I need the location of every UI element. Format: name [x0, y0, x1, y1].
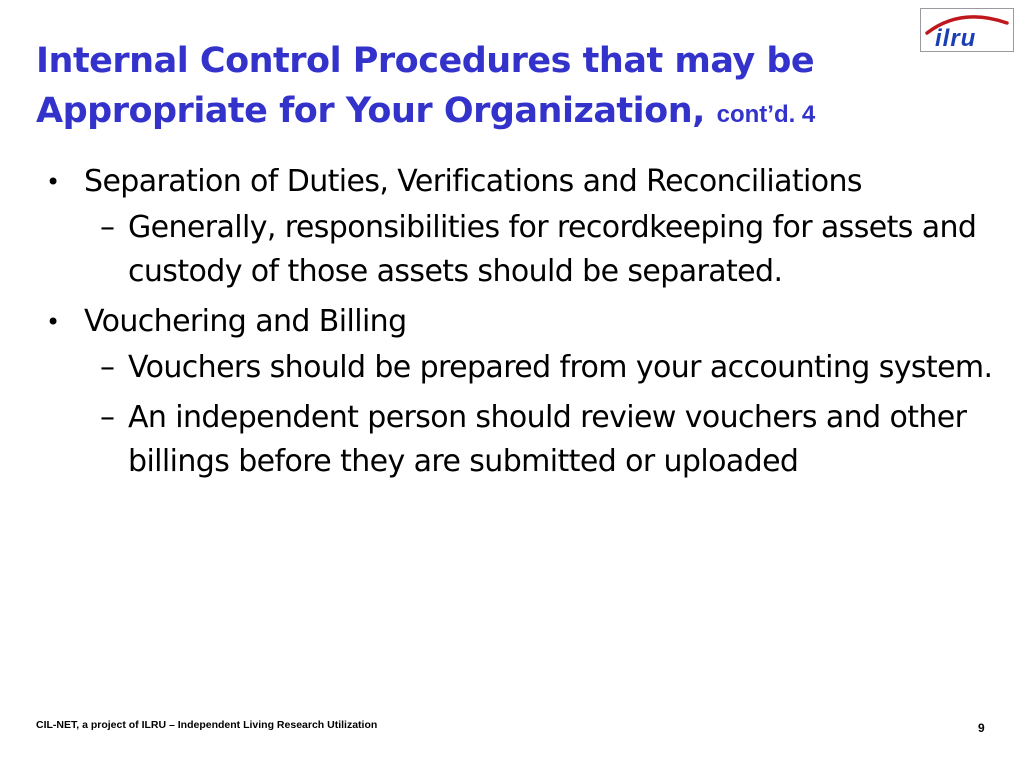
subitem-recordkeeping	[84, 206, 1004, 294]
subitem-text: Generally, responsibilities for recordkeeping for assets and custody of those assets should be separated.	[128, 210, 977, 289]
slide-title-main: Internal Control Procedures that may be Appropriate for Your Organization,	[36, 41, 815, 131]
logo-wordmark: ilru	[935, 25, 977, 51]
bullet-text: Separation of Duties, Verifications and Reconciliations	[84, 164, 862, 199]
bullet-vouchering-and-billing	[44, 300, 1004, 344]
slide-title-suffix: cont’d. 4	[716, 101, 816, 128]
page-number: 9	[978, 721, 985, 735]
subitem-dash: –	[100, 350, 115, 385]
subitem-independent-review	[84, 396, 1004, 484]
ilru-logo	[920, 8, 1014, 52]
subitem-dash: –	[100, 400, 115, 435]
slide-title	[36, 36, 936, 140]
bullet-separation-of-duties	[44, 160, 1004, 204]
bullet-dot: •	[46, 308, 60, 336]
subitem-text: Vouchers should be prepared from your accounting system.	[128, 350, 993, 385]
bullet-text: Vouchering and Billing	[84, 304, 407, 339]
slide-footer: CIL-NET, a project of ILRU – Independent Living Research Utilization	[36, 719, 378, 731]
ilru-logo-graphic	[921, 9, 1013, 51]
subitem-vouchers-prepared	[84, 346, 1004, 390]
slide-body	[44, 160, 1004, 490]
bullet-dot: •	[46, 168, 60, 196]
subitem-dash: –	[100, 210, 115, 245]
subitem-text: An independent person should review vouchers and other billings before they are submitted or uploaded	[128, 400, 967, 479]
